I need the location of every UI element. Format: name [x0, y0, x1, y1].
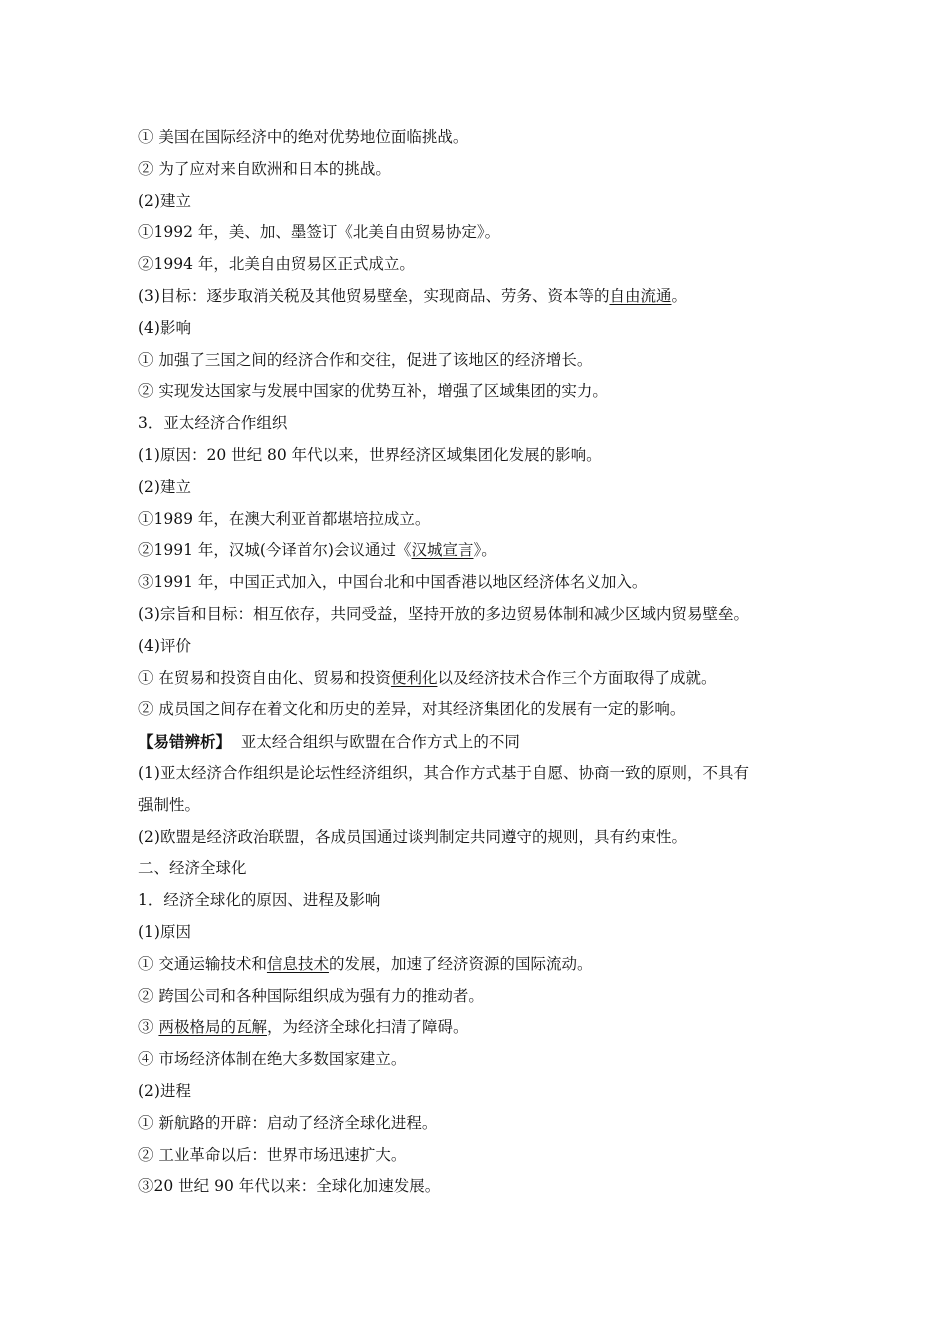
underlined-term: 便利化	[390, 668, 438, 687]
paragraph-line: ④ 市场经济体制在绝大多数国家建立。	[138, 1050, 407, 1069]
paragraph-line: (2)欧盟是经济政治联盟，各成员国通过谈判制定共同遵守的规则，具有约束性。	[138, 827, 687, 846]
paragraph-line: ② 跨国公司和各种国际组织成为强有力的推动者。	[138, 986, 484, 1005]
paragraph-line: ③1991 年，中国正式加入，中国台北和中国香港以地区经济体名义加入。	[138, 573, 648, 592]
paragraph-line: ②1991 年，汉城(今译首尔)会议通过《汉城宣言》。	[138, 541, 497, 560]
paragraph-line: (3)目标：逐步取消关税及其他贸易壁垒，实现商品、劳务、资本等的自由流通。	[138, 286, 687, 305]
paragraph-line: ①1989 年，在澳大利亚首都堪培拉成立。	[138, 509, 431, 528]
underlined-term: 信息技术	[266, 954, 329, 973]
paragraph-line: ① 在贸易和投资自由化、贸易和投资便利化以及经济技术合作三个方面取得了成就。	[138, 668, 717, 687]
section-heading: 二、经济全球化	[138, 859, 247, 878]
paragraph-line: ②1994 年，北美自由贸易区正式成立。	[138, 255, 415, 274]
subheading: (1)原因	[138, 922, 191, 941]
paragraph-line: ② 实现发达国家与发展中国家的优势互补，增强了区域集团的实力。	[138, 382, 608, 401]
paragraph-line: ① 新航路的开辟：启动了经济全球化进程。	[138, 1113, 438, 1132]
paragraph-line: ①1992 年，美、加、墨签订《北美自由贸易协定》。	[138, 223, 501, 242]
underlined-term: 自由流通	[609, 286, 672, 305]
subheading: (2)建立	[138, 191, 191, 210]
paragraph-line: ③ 两极格局的瓦解，为经济全球化扫清了障碍。	[138, 1018, 469, 1037]
paragraph-line: ① 交通运输技术和信息技术的发展，加速了经济资源的国际流动。	[138, 954, 593, 973]
subheading: (4)影响	[138, 318, 191, 337]
document-body	[138, 122, 828, 1203]
section-heading: 1．经济全球化的原因、进程及影响	[138, 891, 381, 910]
paragraph-line: ③20 世纪 90 年代以来：全球化加速发展。	[138, 1177, 441, 1196]
underlined-term: 两极格局的瓦解	[158, 1018, 267, 1037]
paragraph-line: (3)宗旨和目标：相互依存，共同受益，坚持开放的多边贸易体制和减少区域内贸易壁垒。	[138, 604, 749, 623]
paragraph-line: ① 美国在国际经济中的绝对优势地位面临挑战。	[138, 128, 469, 146]
subheading: (4)评价	[138, 636, 191, 655]
paragraph-line: ② 为了应对来自欧洲和日本的挑战。	[138, 159, 391, 178]
paragraph-line: ① 加强了三国之间的经济合作和交往，促进了该地区的经济增长。	[138, 350, 593, 369]
callout-tag: 【易错辨析】	[138, 732, 232, 752]
paragraph-line: (1)原因：20 世纪 80 年代以来，世界经济区域集团化发展的影响。	[138, 445, 602, 464]
paragraph-line: 强制性。	[138, 795, 201, 814]
callout-heading: 【易错辨析】 亚太经合组织与欧盟在合作方式上的不同	[138, 732, 520, 752]
paragraph-line: (1)亚太经济合作组织是论坛性经济组织，其合作方式基于自愿、协商一致的原则，不具有	[138, 763, 749, 782]
section-heading: 3．亚太经济合作组织	[138, 414, 288, 433]
paragraph-line: ② 工业革命以后：世界市场迅速扩大。	[138, 1145, 407, 1164]
paragraph-line: ② 成员国之间存在着文化和历史的差异，对其经济集团化的发展有一定的影响。	[138, 700, 686, 719]
subheading: (2)建立	[138, 477, 191, 496]
underlined-term: 汉城宣言	[411, 541, 474, 560]
subheading: (2)进程	[138, 1081, 191, 1100]
